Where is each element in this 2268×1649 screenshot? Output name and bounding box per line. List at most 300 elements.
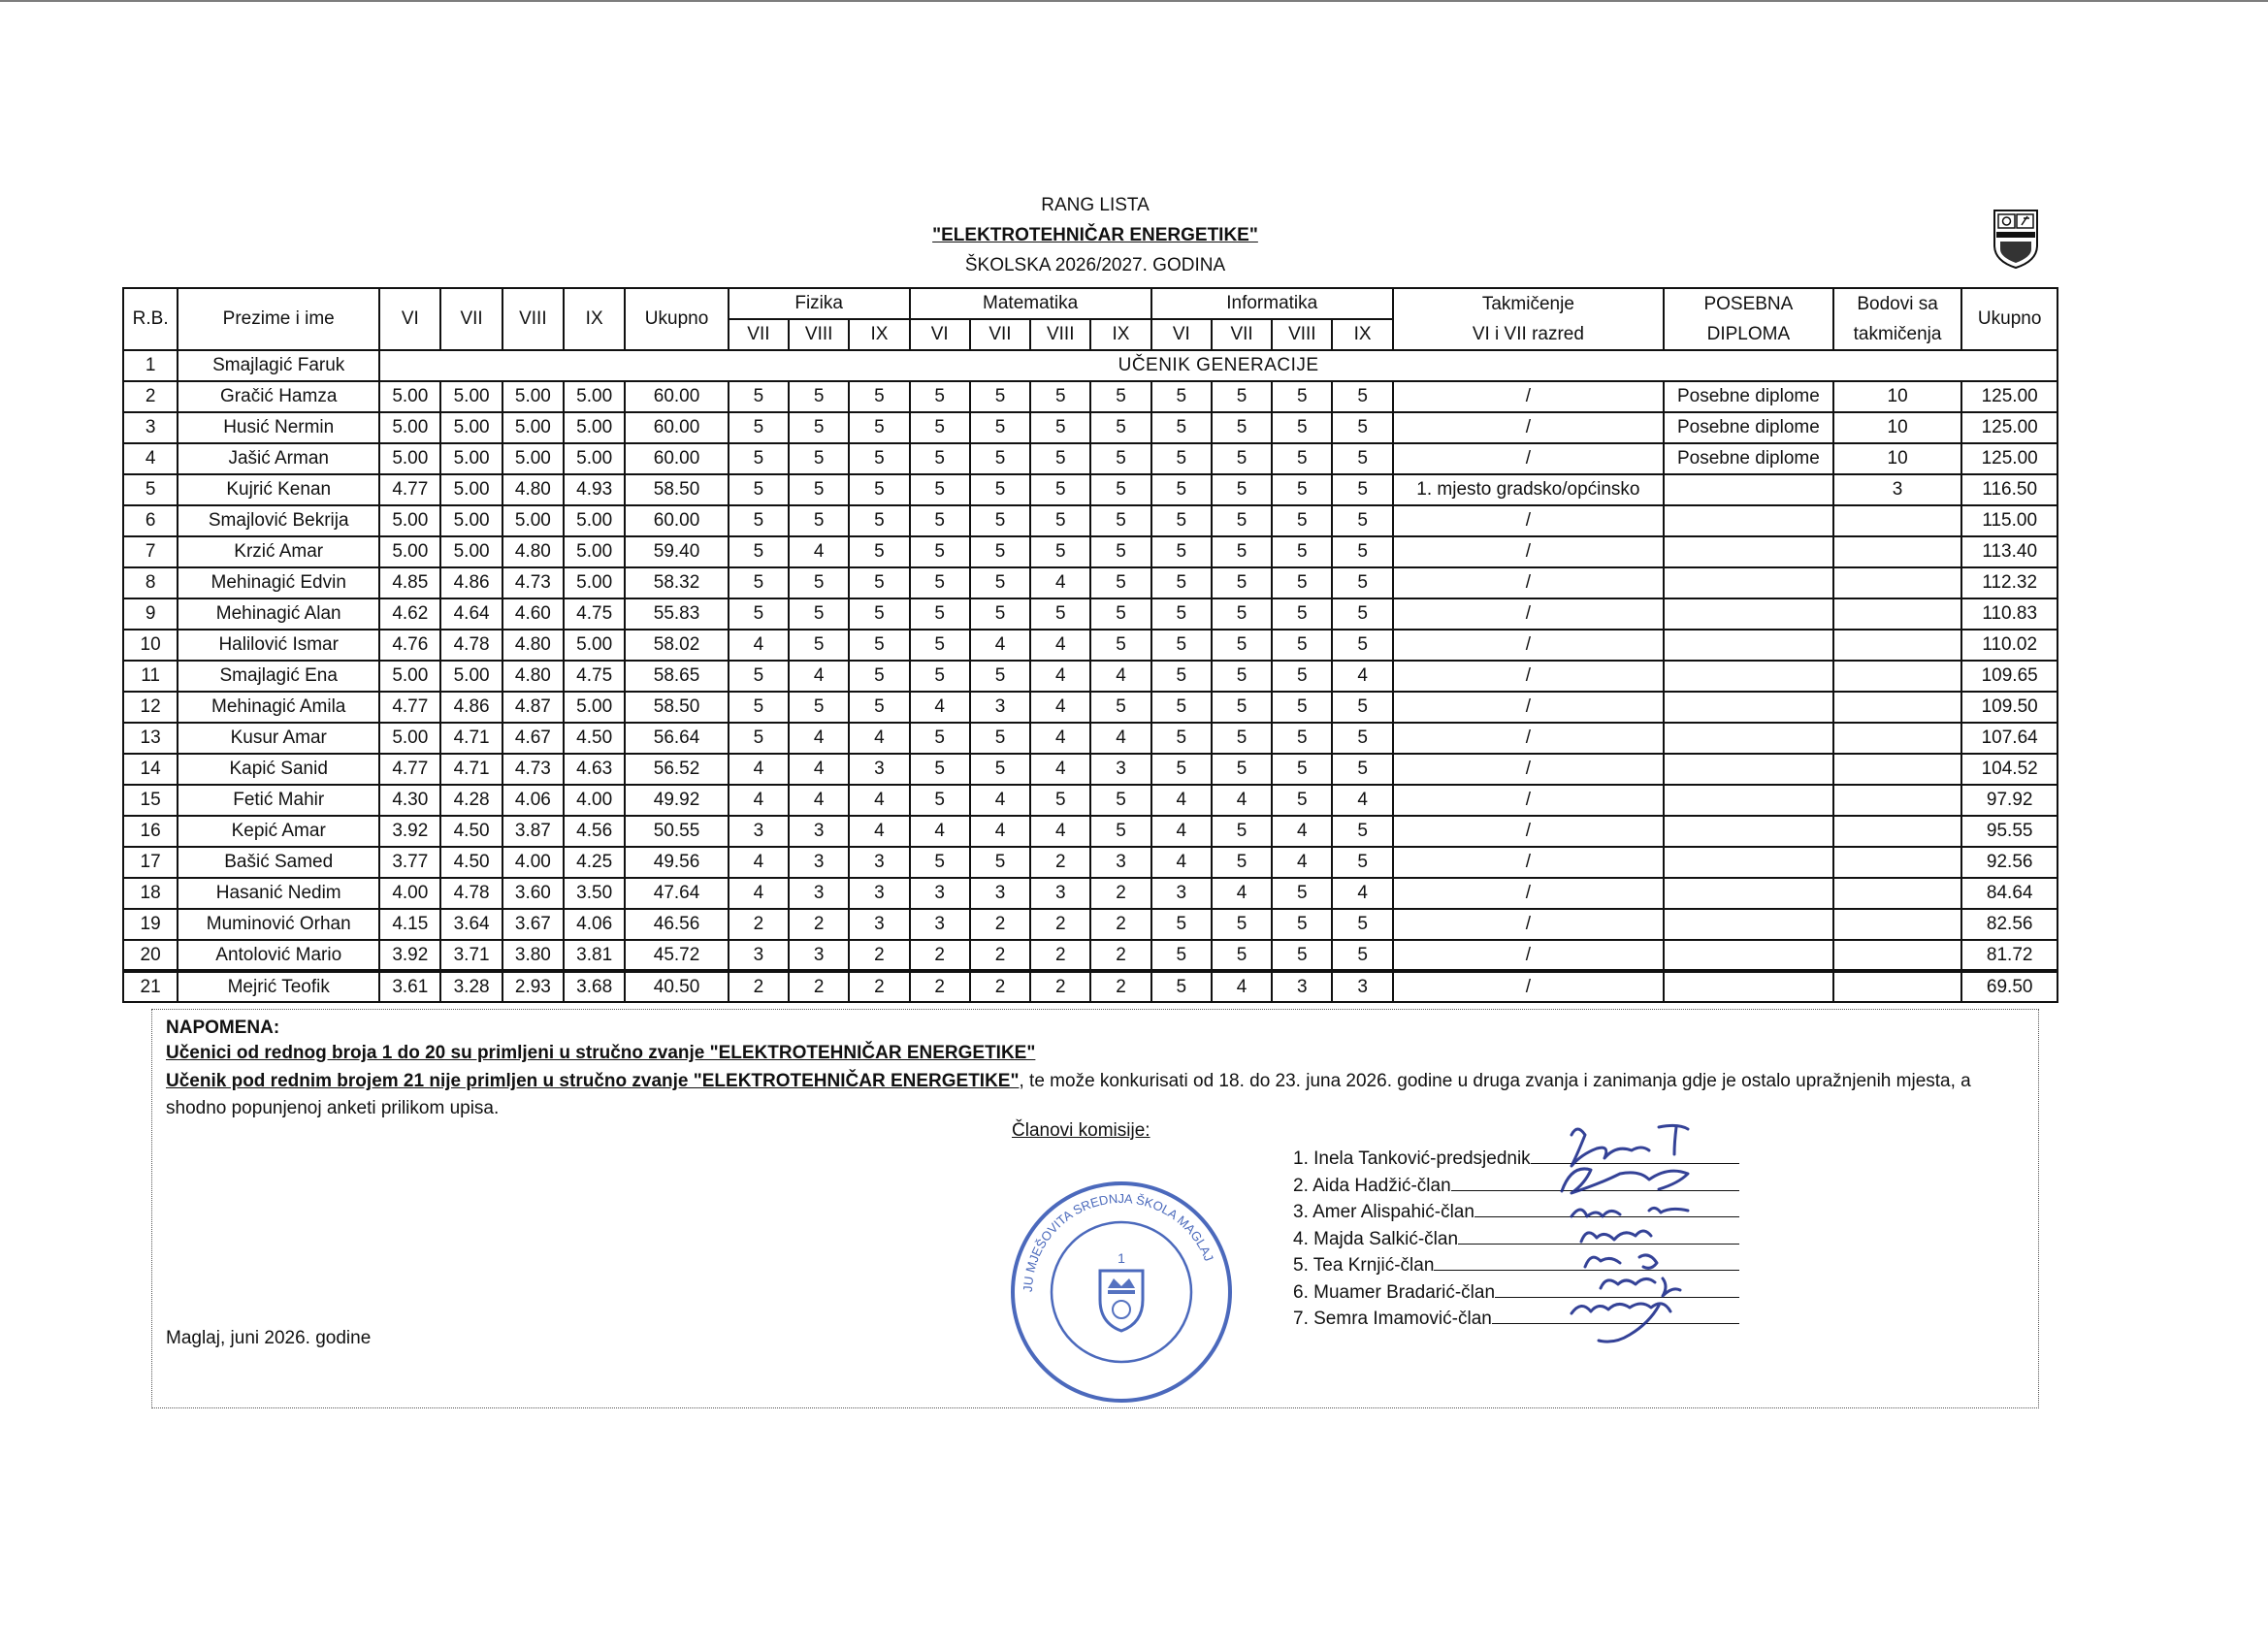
cell-competition-points xyxy=(1833,785,1962,816)
cell-mat-vi: 5 xyxy=(910,754,970,785)
cell-fizika-viii: 5 xyxy=(789,630,849,661)
table-row xyxy=(123,536,2057,567)
cell-name: Gračić Hamza xyxy=(178,381,379,412)
cell-fizika-vii: 5 xyxy=(729,381,789,412)
subheader-inf-viii: VIII xyxy=(1272,319,1332,350)
cell-inf-ix: 5 xyxy=(1332,940,1392,971)
cell-rb: 4 xyxy=(123,443,178,474)
cell-inf-vi: 5 xyxy=(1151,536,1212,567)
cell-grade-vii: 5.00 xyxy=(440,474,502,505)
cell-inf-vi: 5 xyxy=(1151,567,1212,598)
cell-inf-viii: 5 xyxy=(1272,412,1332,443)
cell-inf-vi: 5 xyxy=(1151,661,1212,692)
cell-competition: / xyxy=(1393,567,1664,598)
cell-rb: 11 xyxy=(123,661,178,692)
cell-name: Kujrić Kenan xyxy=(178,474,379,505)
cell-total: 125.00 xyxy=(1961,443,2057,474)
cell-competition-points: 10 xyxy=(1833,381,1962,412)
cell-inf-ix: 4 xyxy=(1332,661,1392,692)
cell-competition-points xyxy=(1833,505,1962,536)
cell-fizika-ix: 2 xyxy=(849,971,909,1002)
cell-fizika-ix: 5 xyxy=(849,381,909,412)
cell-mat-vii: 4 xyxy=(970,816,1030,847)
cell-grades-total: 40.50 xyxy=(625,971,728,1002)
cell-mat-ix: 5 xyxy=(1090,816,1150,847)
cell-mat-viii: 4 xyxy=(1030,630,1090,661)
table-row xyxy=(123,723,2057,754)
cell-rb: 2 xyxy=(123,381,178,412)
cell-competition-points xyxy=(1833,754,1962,785)
subheader-fizika-ix: IX xyxy=(849,319,909,350)
cell-fizika-viii: 5 xyxy=(789,474,849,505)
cell-mat-vii: 5 xyxy=(970,598,1030,630)
cell-inf-viii: 5 xyxy=(1272,661,1332,692)
commission-member-name: 7. Semra Imamović-član xyxy=(1293,1309,1492,1329)
table-row xyxy=(123,381,2057,412)
cell-mat-ix: 5 xyxy=(1090,630,1150,661)
cell-competition-points xyxy=(1833,816,1962,847)
cell-mat-vi: 5 xyxy=(910,505,970,536)
cell-mat-vi: 5 xyxy=(910,412,970,443)
cell-mat-vii: 5 xyxy=(970,847,1030,878)
cell-mat-vii: 4 xyxy=(970,785,1030,816)
cell-total: 125.00 xyxy=(1961,381,2057,412)
cell-special-diploma xyxy=(1664,940,1833,971)
cell-mat-vii: 2 xyxy=(970,940,1030,971)
cell-fizika-vii: 4 xyxy=(729,878,789,909)
cell-inf-vii: 5 xyxy=(1212,412,1272,443)
cell-fizika-vii: 4 xyxy=(729,754,789,785)
cell-name: Muminović Orhan xyxy=(178,909,379,940)
cell-competition: / xyxy=(1393,723,1664,754)
cell-mat-ix: 5 xyxy=(1090,598,1150,630)
cell-mat-vii: 2 xyxy=(970,909,1030,940)
cell-inf-vii: 4 xyxy=(1212,878,1272,909)
cell-name: Krzić Amar xyxy=(178,536,379,567)
school-logo-icon xyxy=(1991,207,2041,271)
cell-grade-vii: 5.00 xyxy=(440,505,502,536)
cell-inf-vi: 5 xyxy=(1151,412,1212,443)
cell-rb: 6 xyxy=(123,505,178,536)
cell-mat-vi: 2 xyxy=(910,940,970,971)
cell-grade-vi: 4.77 xyxy=(379,692,440,723)
cell-total: 84.64 xyxy=(1961,878,2057,909)
cell-mat-ix: 5 xyxy=(1090,692,1150,723)
cell-inf-vi: 4 xyxy=(1151,816,1212,847)
cell-mat-vii: 5 xyxy=(970,412,1030,443)
cell-total: 97.92 xyxy=(1961,785,2057,816)
document-subtitle: "ELEKTROTEHNIČAR ENERGETIKE" xyxy=(932,225,1258,245)
cell-grade-vi: 5.00 xyxy=(379,412,440,443)
cell-mat-ix: 3 xyxy=(1090,754,1150,785)
cell-mat-ix: 5 xyxy=(1090,536,1150,567)
commission-member-name: 1. Inela Tanković-predsjednik xyxy=(1293,1148,1531,1169)
school-year: ŠKOLSKA 2026/2027. GODINA xyxy=(964,255,1226,275)
table-row xyxy=(123,443,2057,474)
cell-grade-vi: 5.00 xyxy=(379,536,440,567)
cell-competition: / xyxy=(1393,847,1664,878)
table-row xyxy=(123,971,2057,1002)
cell-fizika-vii: 4 xyxy=(729,630,789,661)
cell-name: Kusur Amar xyxy=(178,723,379,754)
cell-total: 113.40 xyxy=(1961,536,2057,567)
cell-inf-viii: 5 xyxy=(1272,505,1332,536)
cell-mat-vi: 2 xyxy=(910,971,970,1002)
cell-inf-vii: 5 xyxy=(1212,474,1272,505)
cell-fizika-vii: 5 xyxy=(729,505,789,536)
cell-competition-points xyxy=(1833,536,1962,567)
cell-mat-ix: 2 xyxy=(1090,940,1150,971)
cell-rb: 1 xyxy=(123,350,178,381)
header-rb: R.B. xyxy=(123,288,178,350)
cell-rb: 16 xyxy=(123,816,178,847)
cell-competition: / xyxy=(1393,630,1664,661)
cell-mat-vi: 4 xyxy=(910,692,970,723)
cell-grade-viii: 5.00 xyxy=(502,443,564,474)
cell-special-diploma xyxy=(1664,692,1833,723)
cell-mat-viii: 5 xyxy=(1030,785,1090,816)
cell-mat-ix: 5 xyxy=(1090,412,1150,443)
cell-rb: 18 xyxy=(123,878,178,909)
cell-grades-total: 59.40 xyxy=(625,536,728,567)
cell-total: 110.02 xyxy=(1961,630,2057,661)
cell-fizika-ix: 5 xyxy=(849,567,909,598)
cell-inf-viii: 5 xyxy=(1272,630,1332,661)
header-takmicenje: Takmičenje xyxy=(1393,288,1664,319)
subheader-takmicenja: takmičenja xyxy=(1833,319,1962,350)
cell-inf-vi: 5 xyxy=(1151,630,1212,661)
cell-fizika-ix: 3 xyxy=(849,847,909,878)
table-row xyxy=(123,816,2057,847)
cell-inf-ix: 5 xyxy=(1332,723,1392,754)
cell-grade-vi: 4.62 xyxy=(379,598,440,630)
cell-mat-viii: 4 xyxy=(1030,754,1090,785)
cell-fizika-viii: 5 xyxy=(789,381,849,412)
cell-rb: 7 xyxy=(123,536,178,567)
cell-mat-vi: 5 xyxy=(910,847,970,878)
cell-fizika-vii: 4 xyxy=(729,785,789,816)
cell-inf-ix: 5 xyxy=(1332,692,1392,723)
cell-grades-total: 56.52 xyxy=(625,754,728,785)
table-row xyxy=(123,785,2057,816)
header-viii: VIII xyxy=(502,288,564,350)
cell-grade-vii: 4.50 xyxy=(440,816,502,847)
cell-fizika-ix: 3 xyxy=(849,909,909,940)
table-row xyxy=(123,661,2057,692)
cell-name: Jašić Arman xyxy=(178,443,379,474)
cell-mat-ix: 5 xyxy=(1090,567,1150,598)
cell-inf-ix: 5 xyxy=(1332,816,1392,847)
cell-fizika-ix: 2 xyxy=(849,940,909,971)
cell-competition: / xyxy=(1393,785,1664,816)
cell-inf-vi: 5 xyxy=(1151,971,1212,1002)
cell-fizika-ix: 4 xyxy=(849,816,909,847)
cell-fizika-ix: 5 xyxy=(849,661,909,692)
cell-mat-vi: 5 xyxy=(910,598,970,630)
cell-inf-vii: 5 xyxy=(1212,505,1272,536)
cell-mat-vi: 5 xyxy=(910,536,970,567)
cell-fizika-viii: 4 xyxy=(789,754,849,785)
subheader-mat-viii: VIII xyxy=(1030,319,1090,350)
cell-inf-vii: 4 xyxy=(1212,785,1272,816)
cell-fizika-viii: 5 xyxy=(789,443,849,474)
cell-fizika-viii: 2 xyxy=(789,909,849,940)
cell-mat-viii: 2 xyxy=(1030,847,1090,878)
cell-grade-vi: 3.92 xyxy=(379,816,440,847)
commission-member-name: 2. Aida Hadžić-član xyxy=(1293,1175,1451,1196)
cell-grades-total: 58.50 xyxy=(625,692,728,723)
cell-competition-points xyxy=(1833,940,1962,971)
notes-line-not-admitted xyxy=(166,1068,2028,1122)
cell-grade-ix: 4.06 xyxy=(564,909,625,940)
cell-fizika-ix: 5 xyxy=(849,536,909,567)
header-ukupno-final: Ukupno xyxy=(1961,288,2057,350)
cell-inf-vi: 5 xyxy=(1151,443,1212,474)
cell-rb: 3 xyxy=(123,412,178,443)
table-row xyxy=(123,474,2057,505)
cell-total: 112.32 xyxy=(1961,567,2057,598)
cell-inf-vii: 5 xyxy=(1212,692,1272,723)
cell-rb: 15 xyxy=(123,785,178,816)
cell-grades-total: 58.65 xyxy=(625,661,728,692)
cell-inf-viii: 5 xyxy=(1272,598,1332,630)
cell-grade-vii: 5.00 xyxy=(440,443,502,474)
cell-mat-viii: 4 xyxy=(1030,816,1090,847)
cell-special-diploma xyxy=(1664,536,1833,567)
cell-inf-vii: 5 xyxy=(1212,723,1272,754)
cell-inf-vi: 4 xyxy=(1151,785,1212,816)
cell-grade-vii: 4.28 xyxy=(440,785,502,816)
cell-grade-vi: 4.76 xyxy=(379,630,440,661)
cell-grades-total: 50.55 xyxy=(625,816,728,847)
cell-rb: 17 xyxy=(123,847,178,878)
cell-special-diploma xyxy=(1664,909,1833,940)
cell-grade-ix: 5.00 xyxy=(564,630,625,661)
cell-mat-ix: 2 xyxy=(1090,878,1150,909)
cell-fizika-vii: 5 xyxy=(729,723,789,754)
cell-grade-vii: 3.28 xyxy=(440,971,502,1002)
cell-fizika-vii: 5 xyxy=(729,474,789,505)
cell-competition: / xyxy=(1393,381,1664,412)
cell-grade-vi: 5.00 xyxy=(379,381,440,412)
cell-fizika-ix: 5 xyxy=(849,598,909,630)
cell-competition: / xyxy=(1393,536,1664,567)
cell-total: 115.00 xyxy=(1961,505,2057,536)
cell-inf-viii: 5 xyxy=(1272,878,1332,909)
cell-competition-points xyxy=(1833,661,1962,692)
stamp-text: JU MJEŠOVITA SREDNJA ŠKOLA MAGLAJ xyxy=(1020,1190,1216,1293)
cell-total: 109.50 xyxy=(1961,692,2057,723)
cell-grade-viii: 3.67 xyxy=(502,909,564,940)
cell-grade-vii: 4.86 xyxy=(440,692,502,723)
cell-grade-vi: 3.61 xyxy=(379,971,440,1002)
cell-inf-viii: 5 xyxy=(1272,940,1332,971)
cell-inf-viii: 3 xyxy=(1272,971,1332,1002)
cell-grade-vii: 4.71 xyxy=(440,723,502,754)
cell-mat-vii: 5 xyxy=(970,723,1030,754)
cell-fizika-ix: 5 xyxy=(849,474,909,505)
cell-grade-ix: 4.00 xyxy=(564,785,625,816)
cell-inf-ix: 5 xyxy=(1332,567,1392,598)
subheader-mat-ix: IX xyxy=(1090,319,1150,350)
ranking-table xyxy=(122,287,2058,1003)
cell-mat-vi: 5 xyxy=(910,785,970,816)
cell-rb: 14 xyxy=(123,754,178,785)
cell-mat-viii: 2 xyxy=(1030,971,1090,1002)
table-row xyxy=(123,692,2057,723)
cell-grade-ix: 3.81 xyxy=(564,940,625,971)
cell-fizika-vii: 2 xyxy=(729,971,789,1002)
cell-fizika-vii: 5 xyxy=(729,567,789,598)
cell-grade-vi: 3.77 xyxy=(379,847,440,878)
cell-total: 125.00 xyxy=(1961,412,2057,443)
cell-inf-ix: 5 xyxy=(1332,381,1392,412)
cell-fizika-ix: 3 xyxy=(849,878,909,909)
cell-inf-viii: 5 xyxy=(1272,536,1332,567)
cell-inf-vii: 5 xyxy=(1212,443,1272,474)
cell-mat-vii: 2 xyxy=(970,971,1030,1002)
cell-fizika-vii: 5 xyxy=(729,412,789,443)
cell-special-diploma: Posebne diplome xyxy=(1664,443,1833,474)
cell-name: Smajlagić Faruk xyxy=(178,350,379,381)
cell-grade-vi: 4.85 xyxy=(379,567,440,598)
cell-total: 104.52 xyxy=(1961,754,2057,785)
cell-grade-vi: 5.00 xyxy=(379,443,440,474)
cell-fizika-ix: 5 xyxy=(849,443,909,474)
cell-inf-vi: 5 xyxy=(1151,381,1212,412)
commission-member-name: 3. Amer Alispahić-član xyxy=(1293,1202,1474,1222)
cell-inf-vi: 5 xyxy=(1151,723,1212,754)
cell-mat-ix: 5 xyxy=(1090,443,1150,474)
cell-fizika-ix: 5 xyxy=(849,692,909,723)
document-header xyxy=(679,190,1511,280)
cell-mat-vii: 5 xyxy=(970,661,1030,692)
cell-mat-vii: 5 xyxy=(970,754,1030,785)
cell-grades-total: 49.56 xyxy=(625,847,728,878)
cell-competition: / xyxy=(1393,443,1664,474)
cell-inf-vii: 5 xyxy=(1212,598,1272,630)
cell-competition: / xyxy=(1393,692,1664,723)
cell-competition-points xyxy=(1833,847,1962,878)
cell-fizika-viii: 4 xyxy=(789,785,849,816)
cell-inf-vi: 5 xyxy=(1151,474,1212,505)
cell-mat-viii: 4 xyxy=(1030,567,1090,598)
subheader-mat-vii: VII xyxy=(970,319,1030,350)
cell-fizika-ix: 4 xyxy=(849,785,909,816)
table-row xyxy=(123,598,2057,630)
cell-inf-vi: 5 xyxy=(1151,909,1212,940)
cell-grade-vi: 5.00 xyxy=(379,505,440,536)
cell-fizika-ix: 3 xyxy=(849,754,909,785)
cell-grade-ix: 3.50 xyxy=(564,878,625,909)
cell-mat-vii: 5 xyxy=(970,381,1030,412)
cell-total: 107.64 xyxy=(1961,723,2057,754)
cell-name: Bašić Samed xyxy=(178,847,379,878)
commission-member-name: 4. Majda Salkić-član xyxy=(1293,1228,1459,1249)
cell-grade-ix: 5.00 xyxy=(564,692,625,723)
cell-grade-vi: 4.30 xyxy=(379,785,440,816)
cell-mat-vi: 3 xyxy=(910,878,970,909)
cell-inf-viii: 5 xyxy=(1272,567,1332,598)
cell-inf-viii: 5 xyxy=(1272,785,1332,816)
cell-grade-vi: 5.00 xyxy=(379,661,440,692)
cell-special-diploma xyxy=(1664,785,1833,816)
cell-inf-ix: 5 xyxy=(1332,909,1392,940)
cell-name: Mejrić Teofik xyxy=(178,971,379,1002)
notes-line-admitted: Učenici od rednog broja 1 do 20 su primljeni u stručno zvanje "ELEKTROTEHNIČAR ENERGETIKE" xyxy=(166,1043,1036,1063)
cell-inf-ix: 5 xyxy=(1332,630,1392,661)
cell-fizika-vii: 3 xyxy=(729,816,789,847)
cell-total: 109.65 xyxy=(1961,661,2057,692)
cell-mat-vii: 5 xyxy=(970,443,1030,474)
header-matematika: Matematika xyxy=(910,288,1151,319)
cell-mat-ix: 2 xyxy=(1090,971,1150,1002)
cell-grade-ix: 4.56 xyxy=(564,816,625,847)
cell-grade-vi: 4.15 xyxy=(379,909,440,940)
cell-competition: / xyxy=(1393,598,1664,630)
cell-mat-ix: 5 xyxy=(1090,505,1150,536)
cell-grade-vi: 4.00 xyxy=(379,878,440,909)
cell-name: Mehinagić Edvin xyxy=(178,567,379,598)
cell-fizika-vii: 5 xyxy=(729,536,789,567)
notes-heading: NAPOMENA: xyxy=(166,1018,280,1038)
cell-mat-viii: 5 xyxy=(1030,443,1090,474)
cell-grade-viii: 3.60 xyxy=(502,878,564,909)
cell-grades-total: 58.32 xyxy=(625,567,728,598)
cell-grade-ix: 5.00 xyxy=(564,567,625,598)
cell-grade-viii: 4.00 xyxy=(502,847,564,878)
cell-rb: 8 xyxy=(123,567,178,598)
cell-fizika-vii: 4 xyxy=(729,847,789,878)
cell-grades-total: 55.83 xyxy=(625,598,728,630)
cell-inf-vi: 4 xyxy=(1151,847,1212,878)
cell-inf-vii: 5 xyxy=(1212,816,1272,847)
header-fizika: Fizika xyxy=(729,288,910,319)
subheader-inf-vii: VII xyxy=(1212,319,1272,350)
cell-special-diploma: Posebne diplome xyxy=(1664,412,1833,443)
cell-name: Halilović Ismar xyxy=(178,630,379,661)
cell-grade-ix: 5.00 xyxy=(564,412,625,443)
cell-competition: / xyxy=(1393,971,1664,1002)
cell-mat-vii: 4 xyxy=(970,630,1030,661)
cell-inf-ix: 4 xyxy=(1332,785,1392,816)
cell-grades-total: 58.50 xyxy=(625,474,728,505)
cell-total: 110.83 xyxy=(1961,598,2057,630)
cell-fizika-vii: 3 xyxy=(729,940,789,971)
cell-mat-ix: 3 xyxy=(1090,847,1150,878)
header-bodovi: Bodovi sa xyxy=(1833,288,1962,319)
cell-inf-viii: 5 xyxy=(1272,692,1332,723)
cell-grade-viii: 4.80 xyxy=(502,661,564,692)
cell-grade-viii: 3.80 xyxy=(502,940,564,971)
cell-mat-vii: 5 xyxy=(970,505,1030,536)
cell-inf-vii: 5 xyxy=(1212,661,1272,692)
cell-mat-ix: 4 xyxy=(1090,723,1150,754)
svg-text:1: 1 xyxy=(1118,1250,1125,1266)
cell-grade-vii: 4.50 xyxy=(440,847,502,878)
cell-competition-points xyxy=(1833,567,1962,598)
cell-grade-viii: 4.80 xyxy=(502,536,564,567)
cell-inf-ix: 5 xyxy=(1332,443,1392,474)
cell-mat-vii: 5 xyxy=(970,567,1030,598)
cell-name: Antolović Mario xyxy=(178,940,379,971)
cell-fizika-ix: 4 xyxy=(849,723,909,754)
subheader-inf-ix: IX xyxy=(1332,319,1392,350)
cell-mat-vi: 3 xyxy=(910,909,970,940)
cell-mat-vi: 5 xyxy=(910,474,970,505)
cell-special-diploma: Posebne diplome xyxy=(1664,381,1833,412)
cell-special-diploma xyxy=(1664,598,1833,630)
